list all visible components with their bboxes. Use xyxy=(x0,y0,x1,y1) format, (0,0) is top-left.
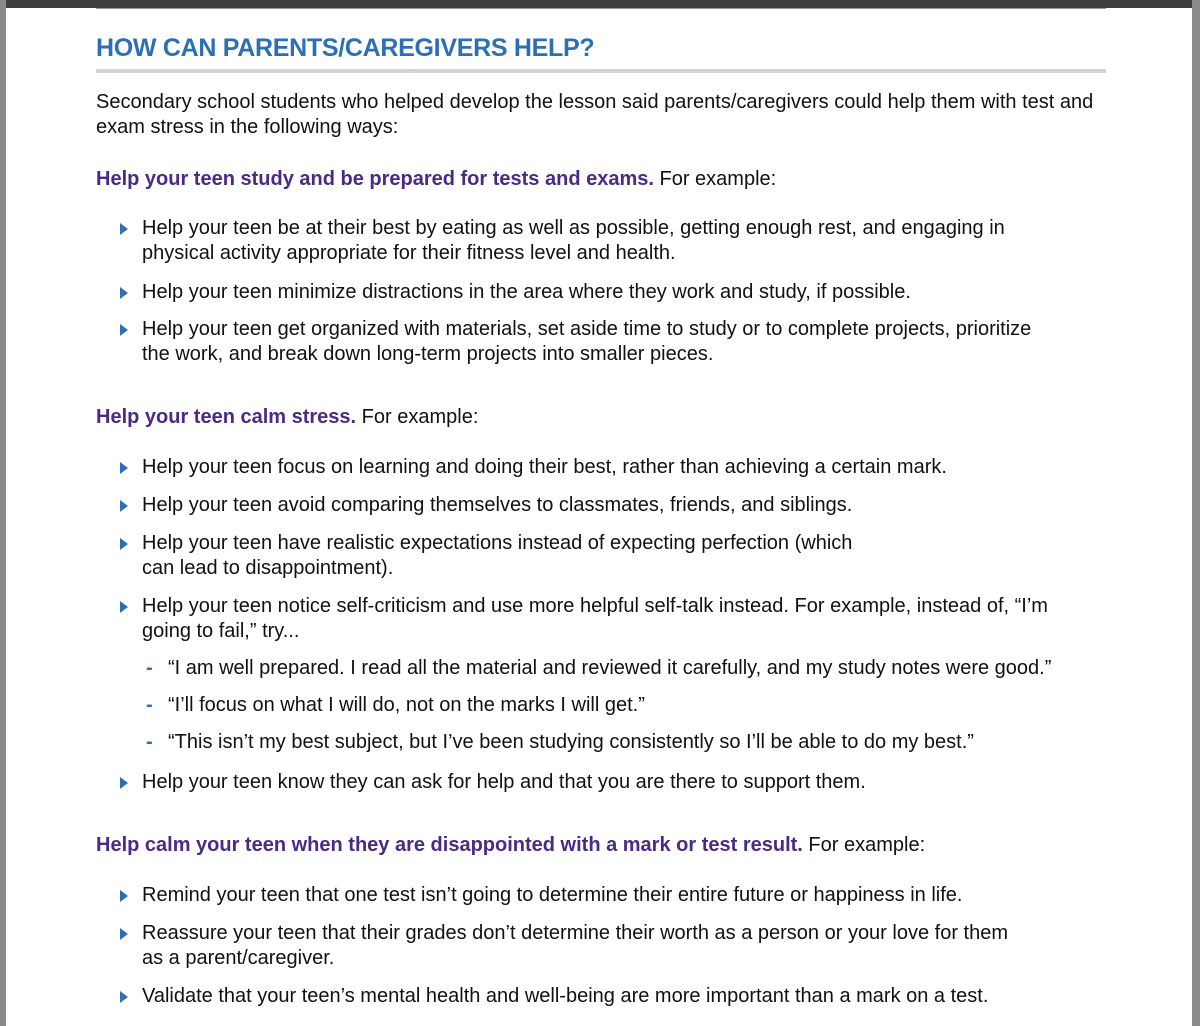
list-item: Help your teen minimize distractions in the area where they work and study, if possible. xyxy=(142,280,1102,305)
list-item: Remind your teen that one test isn’t going to determine their entire future or happiness in life. xyxy=(142,883,1102,908)
section-1-suffix: For example: xyxy=(659,168,777,190)
section-2-heading xyxy=(96,405,478,430)
list-item: Help your teen notice self-criticism and use more helpful self-talk instead. For example, instead of, “I’m going to fail,” try... xyxy=(142,594,1092,644)
window-left-edge xyxy=(0,0,6,1026)
list-item: Help your teen have realistic expectations instead of expecting perfection (which can lead to disappointment). xyxy=(142,531,862,581)
heading-divider xyxy=(96,69,1106,73)
triangle-right-icon xyxy=(120,500,128,512)
section-2-suffix: For example: xyxy=(361,406,479,428)
triangle-right-icon xyxy=(120,462,128,474)
dash-icon: - xyxy=(146,694,153,716)
triangle-right-icon xyxy=(120,601,128,613)
section-3-heading xyxy=(96,833,925,858)
triangle-right-icon xyxy=(120,777,128,789)
scrollbar-track[interactable] xyxy=(1192,0,1200,1026)
list-item: Help your teen know they can ask for help and that you are there to support them. xyxy=(142,770,1102,795)
sub-list-item: - “I am well prepared. I read all the material and reviewed it carefully, and my study notes were good.” xyxy=(146,657,1052,679)
triangle-right-icon xyxy=(120,223,128,235)
triangle-right-icon xyxy=(120,928,128,940)
list-item: Reassure your teen that their grades don’t determine their worth as a person or your love for them as a parent/caregiver. xyxy=(142,921,1032,971)
triangle-right-icon xyxy=(120,890,128,902)
triangle-right-icon xyxy=(120,991,128,1003)
dash-icon: - xyxy=(146,731,153,753)
section-3-suffix: For example: xyxy=(808,834,926,856)
intro-paragraph: Secondary school students who helped develop the lesson said parents/caregivers could help them with test and exam stress in the following ways: xyxy=(96,91,1094,138)
section-1-lead: Help your teen study and be prepared for tests and exams. xyxy=(96,168,654,190)
sub-list-item: - “I’ll focus on what I will do, not on the marks I will get.” xyxy=(146,694,645,716)
list-item: Help your teen focus on learning and doing their best, rather than achieving a certain mark. xyxy=(142,455,1102,480)
dash-icon: - xyxy=(146,657,153,679)
list-item: Validate that your teen’s mental health and well-being are more important than a mark on a test. xyxy=(142,984,1102,1009)
section-2-lead: Help your teen calm stress. xyxy=(96,406,357,428)
page-title: HOW CAN PARENTS/CAREGIVERS HELP? xyxy=(96,34,595,62)
triangle-right-icon xyxy=(120,324,128,336)
section-1-heading xyxy=(96,167,776,192)
section-3-lead: Help calm your teen when they are disappointed with a mark or test result. xyxy=(96,834,803,856)
list-item: Help your teen avoid comparing themselves to classmates, friends, and siblings. xyxy=(142,493,1102,518)
triangle-right-icon xyxy=(120,538,128,550)
page-top-rule xyxy=(96,8,1106,9)
triangle-right-icon xyxy=(120,287,128,299)
list-item: Help your teen be at their best by eating as well as possible, getting enough rest, and engaging in physical activity appropriate for their fitness level and health. xyxy=(142,216,1062,266)
window-top-edge xyxy=(0,0,1200,8)
list-item: Help your teen get organized with materials, set aside time to study or to complete projects, prioritize the work, and break down long-term projects into smaller pieces. xyxy=(142,317,1042,367)
sub-list-item: - “This isn’t my best subject, but I’ve been studying consistently so I’ll be able to do my best.” xyxy=(146,731,974,753)
